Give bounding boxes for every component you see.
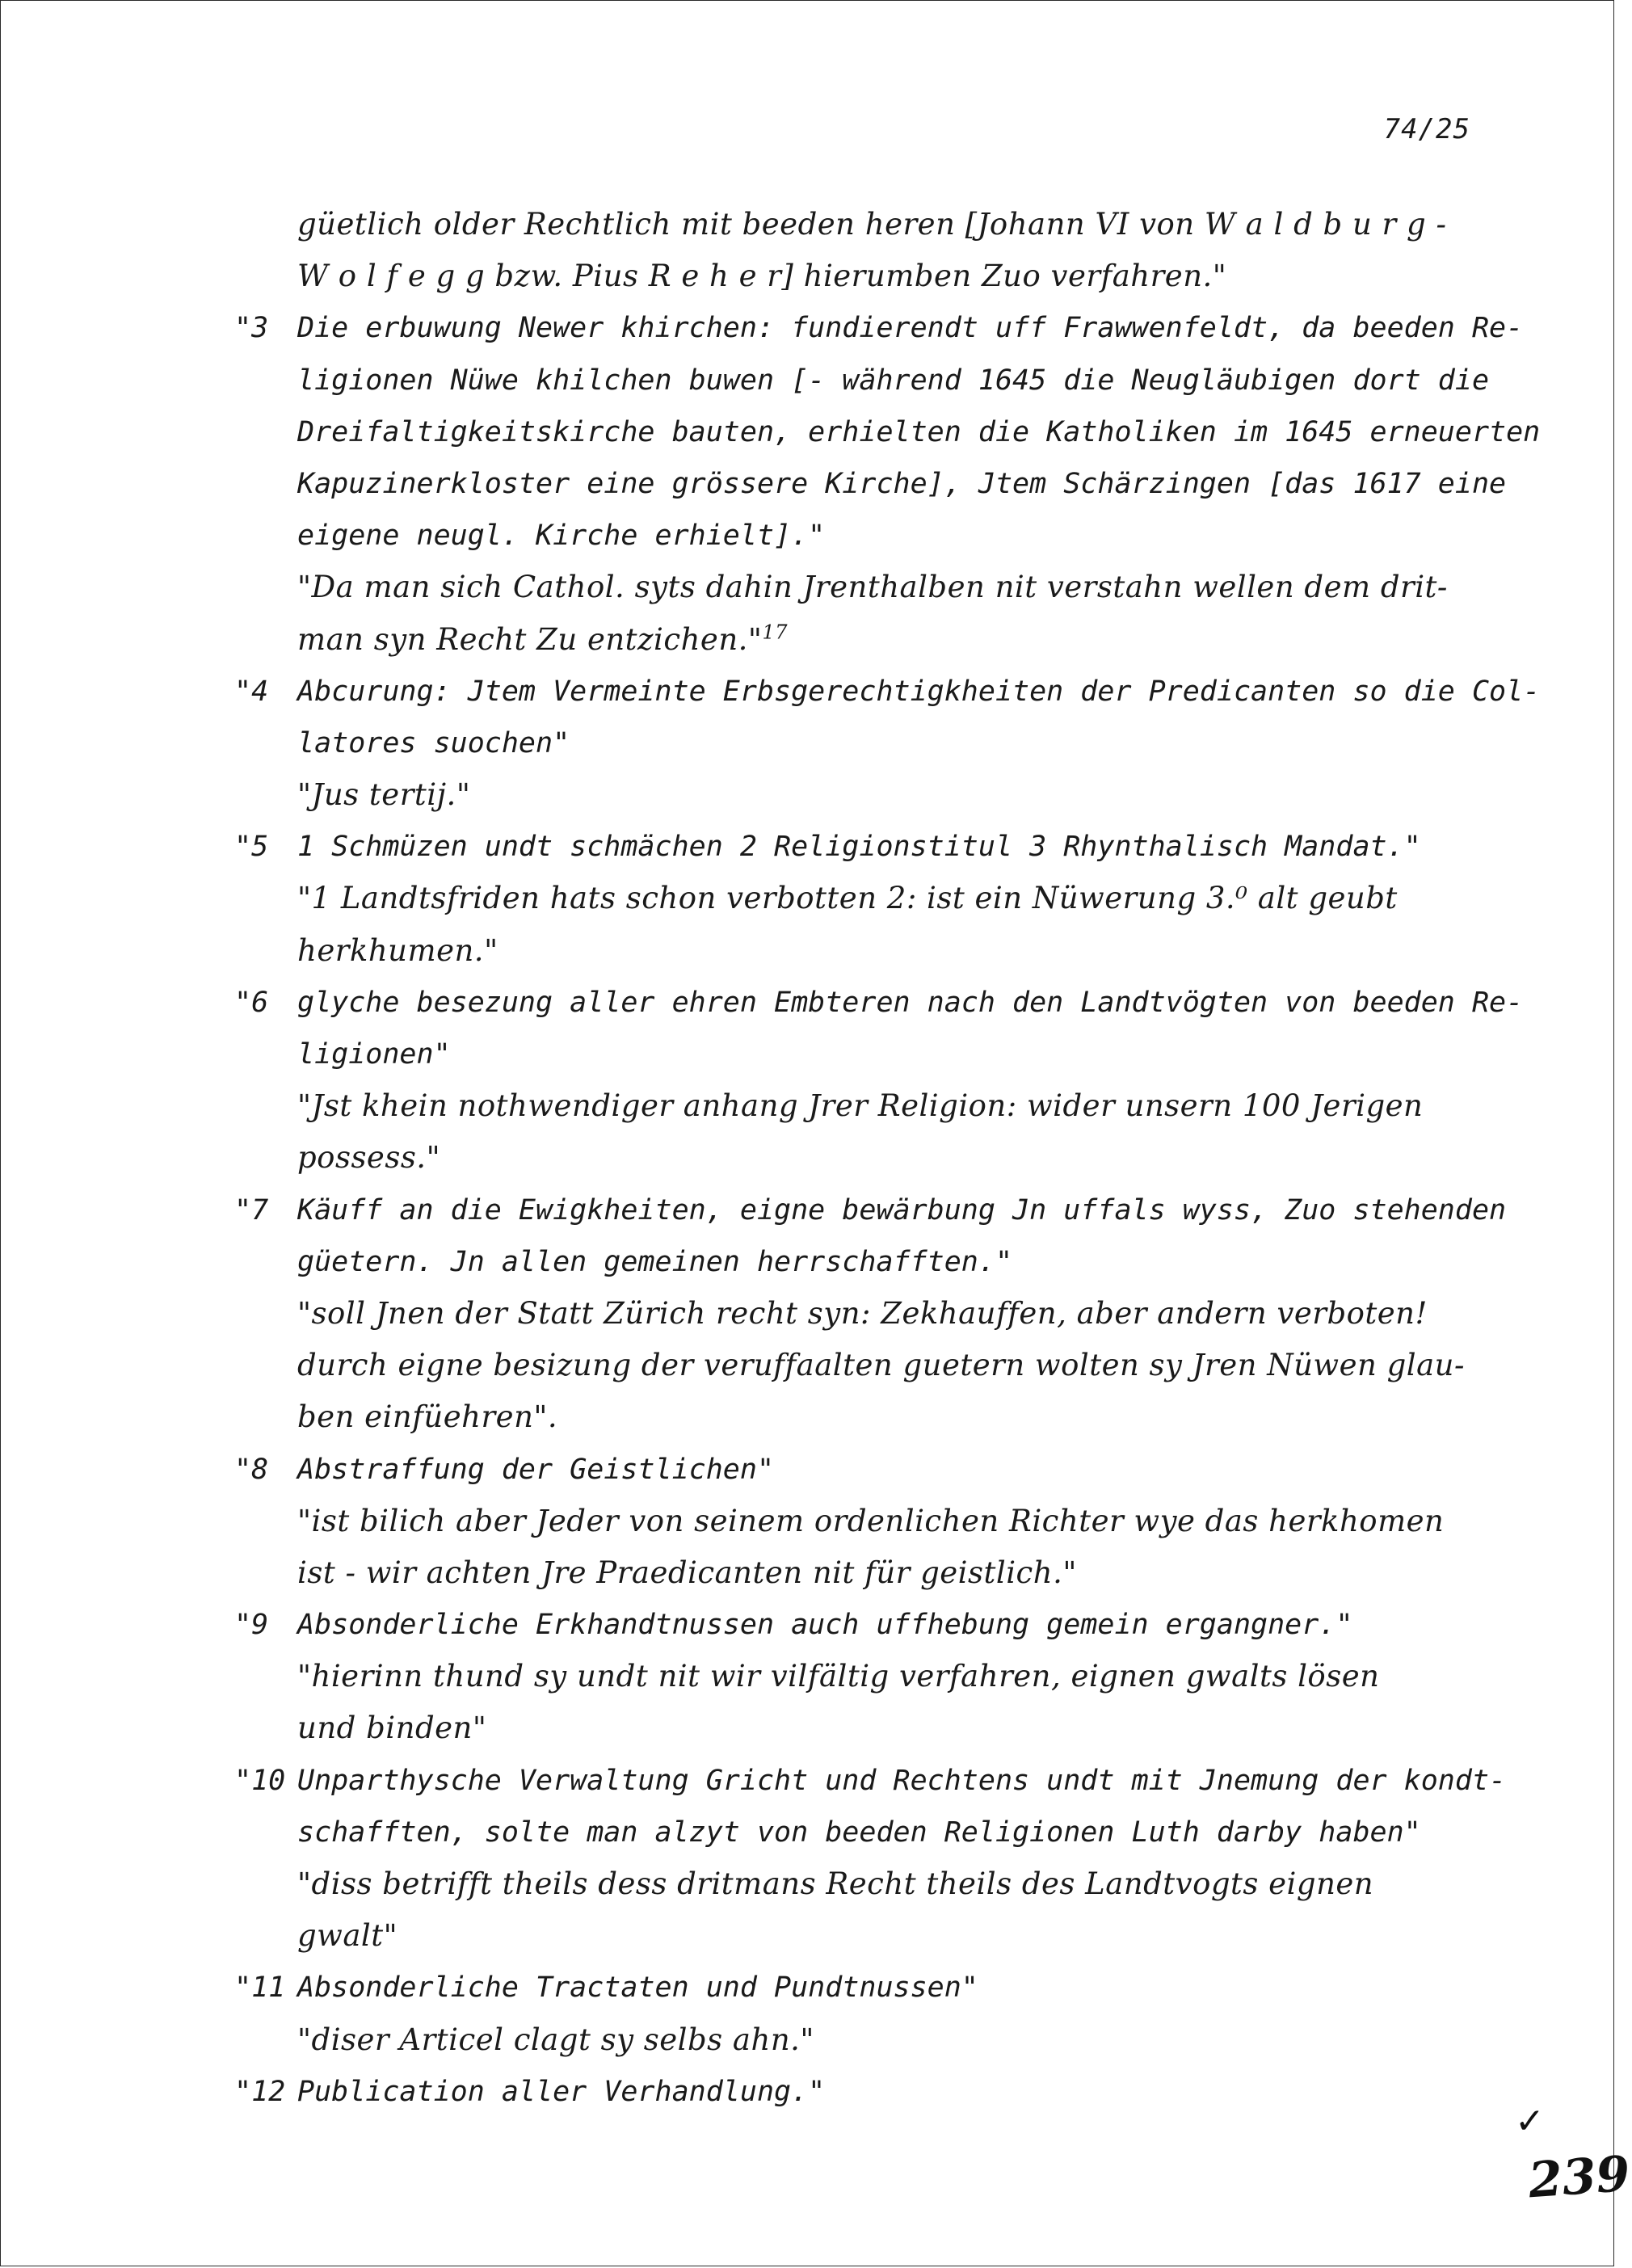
line-text-content: eigene neugl. Kirche erhielt]." (297, 520, 826, 553)
line-text-content: glyche besezung aller ehren Embteren nach den Landtvögten von beeden Re- (297, 986, 1524, 1019)
article-line (234, 355, 1511, 406)
line-text-content: güetlich older Rechtlich mit beeden heren [Johann VI von W a l d b u r g - (297, 207, 1447, 242)
line-text-content: latores suochen" (297, 726, 570, 760)
annotation-line (234, 1547, 1511, 1599)
line-text-content: schafften, solte man alzyt von beeden Religionen Luth darby haben" (297, 1816, 1421, 1849)
line-text-content: Kapuzinerkloster eine grössere Kirche], Jtem Schärzingen [das 1617 eine (297, 467, 1507, 500)
line-text-content: ligionen Nüwe khilchen buwen [- während 1645 die Neugläubigen dort die (297, 364, 1490, 397)
line-text (297, 1184, 1506, 1236)
line-text (297, 406, 1540, 458)
line-text (297, 510, 825, 562)
line-text-content: und binden" (297, 1710, 487, 1746)
article-line (234, 977, 1524, 1029)
article-number: "7 (234, 1193, 269, 1227)
line-text-content: ist - wir achten Jre Praedicanten nit für geistlich." (297, 1555, 1077, 1590)
line-text-content: Absonderliche Tractaten und Pundtnussen" (297, 1971, 978, 2005)
line-text-content: "Da man sich Cathol. syts dahin Jrenthalben nit verstahn wellen dem drit- (297, 570, 1448, 605)
line-text (297, 873, 1398, 924)
article-line (234, 510, 1511, 562)
line-text (297, 1702, 486, 1754)
line-text (297, 250, 1226, 302)
line-text (297, 2014, 814, 2066)
line-text (297, 1547, 1077, 1599)
line-text-content: Abcurung: Jtem Vermeinte Erbsgerechtigkheiten der Predicanten so die Col- (297, 675, 1541, 708)
line-text (297, 1651, 1379, 1702)
line-text-content: "soll Jnen der Statt Zürich recht syn: Zekhauffen, aber andern verboten! (297, 1295, 1428, 1331)
article-line (234, 1029, 1511, 1080)
article-line (234, 302, 1524, 354)
line-text-content: possess." (297, 1140, 441, 1176)
footnote-marker: 17 (762, 621, 788, 644)
annotation-line (234, 1910, 1511, 1962)
article-number: "12 (234, 2075, 286, 2108)
annotation-line (234, 1651, 1511, 1702)
annotation-line (234, 1340, 1511, 1391)
article-line (234, 1962, 1511, 2013)
line-text (297, 1599, 1352, 1651)
article-number: "5 (234, 831, 269, 864)
line-text (297, 1910, 397, 1962)
annotation-line (234, 2014, 1511, 2066)
line-text-content: "1 Landtsfriden hats schon verbotten 2: ist ein Nüwerung 3.⁰ alt geubt (297, 881, 1398, 916)
article-number: "9 (234, 1609, 269, 1642)
article-number: "10 (234, 1764, 286, 1797)
line-text (297, 614, 788, 666)
article-line (234, 2066, 1511, 2118)
line-text (297, 1391, 557, 1443)
line-text (297, 1029, 451, 1080)
line-text-content: ben einfüehren". (297, 1399, 558, 1435)
line-text (297, 1236, 1012, 1288)
annotation-line (234, 614, 1511, 666)
article-line (234, 717, 1511, 769)
article-line (234, 666, 1541, 717)
line-text-content: Dreifaltigkeitskirche bauten, erhielten die Katholiken im 1645 erneuerten (297, 415, 1541, 448)
line-text-content: "hierinn thund sy undt nit wir vilfältig verfahren, eignen gwalts lösen (297, 1659, 1380, 1694)
line-text (297, 821, 1421, 873)
folio-number: 239 (1526, 2145, 1632, 2210)
line-text-content: herkhumen." (297, 932, 498, 968)
article-line (234, 1755, 1511, 1807)
line-text (297, 1288, 1428, 1340)
annotation-line (234, 769, 1511, 821)
line-text-content: Abstraffung der Geistlichen" (297, 1453, 775, 1486)
line-text-content: "diss betrifft theils dess dritmans Recht theils des Landtvogts eignen (297, 1866, 1374, 1901)
article-line (234, 1236, 1511, 1288)
article-number: "8 (234, 1453, 269, 1486)
annotation-line (234, 1496, 1511, 1547)
line-text-content: ligionen" (297, 1038, 451, 1071)
annotation-line (234, 1858, 1511, 1910)
line-text (297, 1132, 440, 1184)
article-line (234, 1807, 1511, 1858)
line-text-content: durch eigne besizung der veruffaalten guetern wolten sy Jren Nüwen glau- (297, 1348, 1465, 1383)
line-text (297, 199, 1446, 250)
article-line (234, 1444, 1511, 1496)
annotation-line (234, 1391, 1511, 1443)
line-text (297, 717, 570, 769)
line-text-content: man syn Recht Zu entzichen." (297, 621, 763, 657)
annotation-line (234, 250, 1511, 302)
line-text-content: "ist bilich aber Jeder von seinem ordenlichen Richter wye das herkhomen (297, 1503, 1445, 1538)
line-text (297, 977, 1523, 1029)
article-line (234, 821, 1511, 873)
article-line (234, 406, 1541, 458)
document-body (234, 199, 1541, 2118)
page-reference: 74/25 (1383, 113, 1470, 145)
line-text-content: 1 Schmüzen undt schmächen 2 Religionstitul 3 Rhynthalisch Mandat." (297, 831, 1421, 864)
article-number: "3 (234, 312, 269, 345)
article-line (234, 458, 1511, 510)
article-number: "6 (234, 986, 269, 1019)
annotation-line (234, 1080, 1511, 1132)
line-text-content: güetern. Jn allen gemeinen herrschafften." (297, 1245, 1013, 1278)
line-text-content: Die erbuwung Newer khirchen: fundierendt uff Frawwenfeldt, da beeden Re- (297, 312, 1524, 345)
line-text (297, 1962, 978, 2013)
annotation-line (234, 199, 1511, 250)
line-text (297, 302, 1523, 354)
line-text (297, 769, 470, 821)
line-text (297, 458, 1506, 510)
line-text-content: "Jus tertij." (297, 777, 471, 813)
annotation-line (234, 925, 1511, 977)
line-text-content: gwalt" (297, 1918, 398, 1954)
line-text (297, 562, 1448, 613)
line-text-content: W o l f e g g bzw. Pius R e h e r] hierumben Zuo verfahren." (297, 259, 1227, 294)
line-text-content: Käuff an die Ewigkheiten, eigne bewärbung Jn uffals wyss, Zuo stehenden (297, 1193, 1507, 1227)
line-text-content: Unparthysche Verwaltung Gricht und Rechtens undt mit Jnemung der kondt- (297, 1764, 1507, 1797)
annotation-line (234, 1702, 1511, 1754)
line-text (297, 355, 1489, 406)
line-text (297, 2066, 825, 2118)
line-text (297, 1755, 1506, 1807)
line-text (297, 925, 498, 977)
line-text (297, 1496, 1444, 1547)
article-number: "11 (234, 1971, 286, 2005)
article-number: "4 (234, 675, 269, 708)
line-text (297, 1807, 1421, 1858)
article-line (234, 1599, 1511, 1651)
annotation-line (234, 1288, 1511, 1340)
annotation-line (234, 873, 1511, 924)
line-text-content: "diser Articel clagt sy selbs ahn." (297, 2022, 814, 2057)
line-text (297, 666, 1540, 717)
line-text (297, 1858, 1373, 1910)
annotation-line (234, 1132, 1511, 1184)
line-text-content: Absonderliche Erkhandtnussen auch uffhebung gemein ergangner." (297, 1609, 1353, 1642)
line-text-content: Publication aller Verhandlung." (297, 2075, 826, 2108)
line-text (297, 1340, 1465, 1391)
line-text-content: "Jst khein nothwendiger anhang Jrer Religion: wider unsern 100 Jerigen (297, 1088, 1424, 1124)
check-mark-icon: ✓ (1515, 2101, 1545, 2142)
annotation-line (234, 562, 1511, 613)
article-line (234, 1184, 1511, 1236)
line-text (297, 1080, 1423, 1132)
line-text (297, 1444, 774, 1496)
